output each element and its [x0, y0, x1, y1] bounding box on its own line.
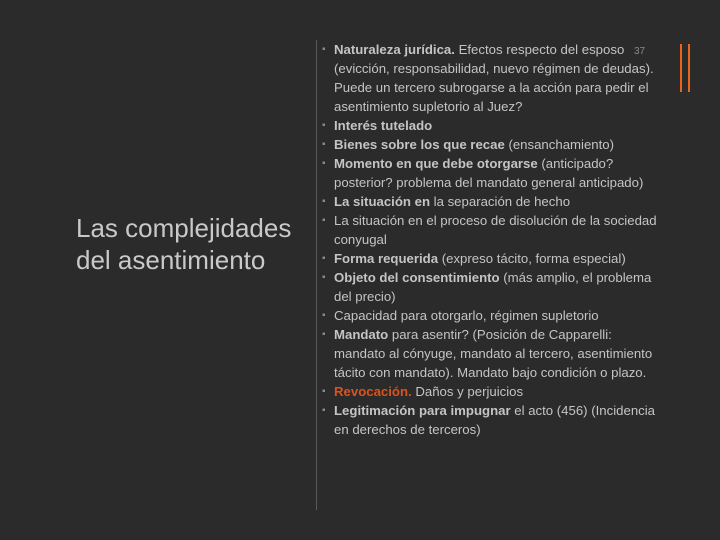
- item-bold: Mandato: [334, 327, 389, 342]
- slide-title: Las complejidades del asentimiento: [76, 213, 292, 275]
- bullet-icon: ▪: [322, 196, 326, 207]
- item-text: la separación de hecho: [430, 194, 571, 209]
- list-item: [322, 268, 662, 306]
- item-text: el acto (456) (Incidencia en derechos de terceros): [334, 403, 656, 437]
- item-bold: Bienes sobre los que recae: [334, 137, 505, 152]
- item-bold: Momento en que debe otorgarse: [334, 156, 538, 171]
- item-text: Efectos respecto del esposo (evicción, responsabilidad, nuevo régimen de deudas). Puede un tercero subrogarse a la acción para pedir el asentimiento supletorio al Juez?: [334, 42, 654, 114]
- item-text: (más amplio, el problema del precio): [334, 270, 652, 304]
- list-item: [322, 192, 662, 211]
- accent-bar-left: [680, 44, 682, 92]
- item-bold: La situación en: [334, 194, 430, 209]
- list-item: [322, 306, 662, 325]
- bullet-icon: ▪: [322, 386, 326, 397]
- item-text: para asentir? (Posición de Capparelli: mandato al cónyuge, mandato al tercero, asentimiento tácito con mandato). Mandato bajo condición o plazo.: [334, 327, 653, 380]
- item-highlight: Revocación.: [334, 384, 412, 399]
- bullet-icon: ▪: [322, 139, 326, 150]
- item-text: (ensanchamiento): [504, 137, 615, 152]
- bullet-icon: ▪: [322, 329, 326, 340]
- item-text: Capacidad para otorgarlo, régimen supletorio: [334, 308, 599, 323]
- item-bold: Legitimación para impugnar: [334, 403, 511, 418]
- bullet-icon: ▪: [322, 158, 326, 169]
- bullet-icon: ▪: [322, 44, 326, 55]
- list-item: [322, 249, 662, 268]
- bullet-icon: ▪: [322, 120, 326, 131]
- page-number: 37: [634, 46, 646, 57]
- item-bold: Interés tutelado: [334, 118, 433, 133]
- list-item: [322, 135, 662, 154]
- accent-bars: [680, 44, 708, 92]
- bullet-icon: ▪: [322, 272, 326, 283]
- accent-bar-right: [688, 44, 690, 92]
- list-item: [322, 382, 662, 401]
- vertical-divider: [316, 40, 317, 510]
- list-item: [322, 325, 662, 382]
- list-item: [322, 401, 662, 439]
- list-item: [322, 211, 662, 249]
- bullet-list: [322, 40, 662, 439]
- item-bold: Naturaleza jurídica.: [334, 42, 455, 57]
- item-text: (expreso tácito, forma especial): [438, 251, 626, 266]
- item-text: (anticipado? posterior? problema del mandato general anticipado): [334, 156, 644, 190]
- bullet-icon: ▪: [322, 253, 326, 264]
- item-bold: Forma requerida: [334, 251, 439, 266]
- bullet-icon: ▪: [322, 405, 326, 416]
- list-item: [322, 154, 662, 192]
- item-text: Daños y perjuicios: [411, 384, 524, 399]
- bullet-icon: ▪: [322, 310, 326, 321]
- item-text: La situación en el proceso de disolución de la sociedad conyugal: [334, 213, 657, 247]
- list-item: [322, 40, 662, 116]
- list-item: [322, 116, 662, 135]
- item-bold: Objeto del consentimiento: [334, 270, 500, 285]
- bullet-icon: ▪: [322, 215, 326, 226]
